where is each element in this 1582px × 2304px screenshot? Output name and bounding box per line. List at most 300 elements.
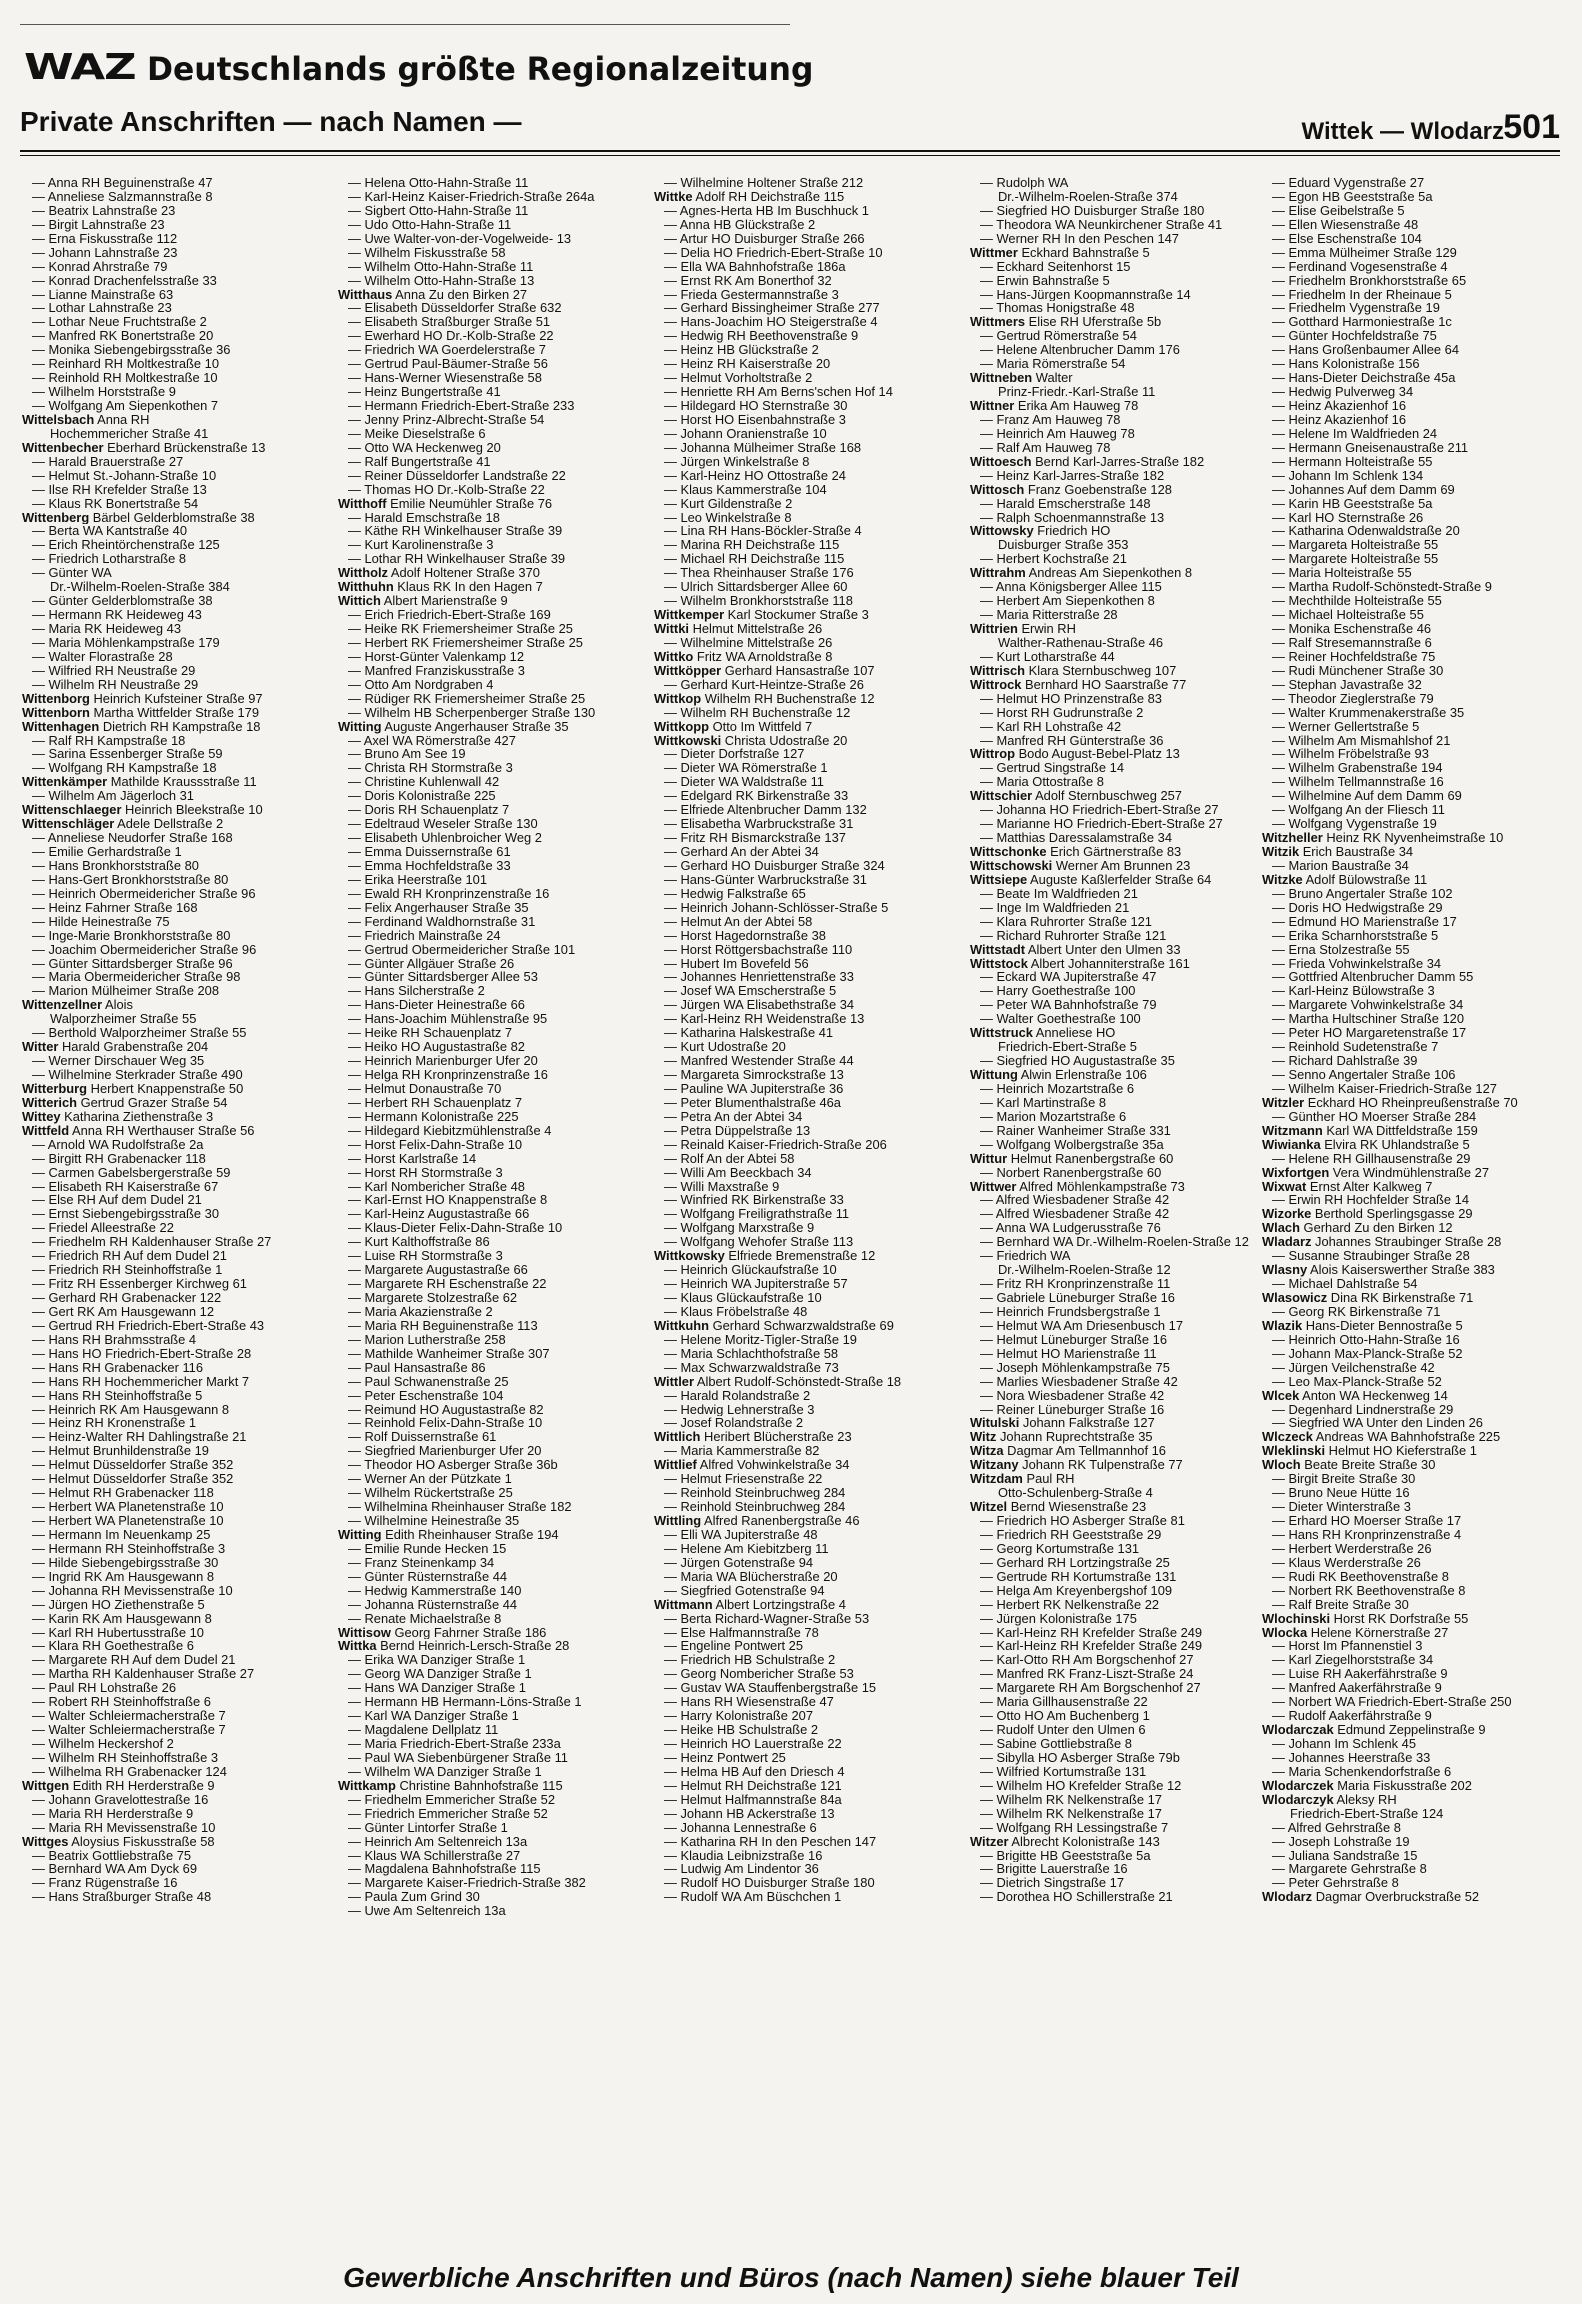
listing-entry: — Harry Goethestraße 100 — [980, 984, 1136, 999]
listing-entry: Wittmers Elise RH Uferstraße 5b — [970, 315, 1162, 330]
listing-entry: — Sabine Gottliebstraße 8 — [980, 1737, 1132, 1751]
listing-entry: — Ludwig Am Lindentor 36 — [664, 1862, 819, 1877]
listing-entry: — Georg WA Danziger Straße 1 — [348, 1667, 532, 1682]
listing-entry: — Heike RK Friemersheimer Straße 25 — [348, 622, 573, 636]
listing-entry: Wittköpper Gerhard Hansastraße 107 — [654, 663, 875, 678]
listing-entry: — Katharina RH In den Peschen 147 — [664, 1834, 877, 1849]
listing-entry: — Agnes-Herta HB Im Buschhuck 1 — [664, 203, 869, 218]
listing-entry: — Jürgen Veilchenstraße 42 — [1272, 1360, 1435, 1375]
column-2 — [338, 176, 636, 1918]
listing-entry: — Werner Gellertstraße 5 — [1272, 719, 1420, 734]
listing-entry: — Wilhelm Otto-Hahn-Straße 11 — [348, 259, 534, 274]
listing-entry: — Wilhelm Am Mismahlshof 21 — [1272, 733, 1451, 748]
listing-entry: — Klaus Werderstraße 26 — [1272, 1555, 1421, 1570]
listing-entry: — Johanna Mülheimer Straße 168 — [664, 440, 862, 455]
listing-entry: — Anna RH Beguinenstraße 47 — [32, 176, 213, 190]
listing-entry: — Erna Stolzestraße 55 — [1272, 942, 1410, 957]
listing-entry: Duisburger Straße 353 — [998, 538, 1129, 553]
listing-entry: Wlodarczak Edmund Zeppelinstraße 9 — [1262, 1723, 1486, 1737]
listing-entry: — Hedwig Lehnerstraße 3 — [664, 1402, 815, 1417]
listing-entry: Wlazik Hans-Dieter Bennostraße 5 — [1262, 1318, 1463, 1333]
listing-entry: Witter Harald Grabenstraße 204 — [22, 1040, 209, 1055]
listing-entry: — Helmut Friesenstraße 22 — [664, 1472, 823, 1487]
listing-entry: Wlczeck Andreas WA Bahnhofstraße 225 — [1262, 1430, 1501, 1445]
footer-note: Gewerbliche Anschriften und Büros (nach Namen) siehe blauer Teil — [343, 2262, 1239, 2293]
listing-entry: Wloch Beate Breite Straße 30 — [1262, 1458, 1436, 1473]
listing-entry: — Joseph Möhlenkampstraße 75 — [980, 1360, 1170, 1375]
listing-entry: Witting Auguste Angerhauser Straße 35 — [338, 719, 569, 734]
listing-entry: — Heike HB Schulstraße 2 — [664, 1723, 819, 1737]
listing-entry: — Bernhard WA Dr.-Wilhelm-Roelen-Straße 12 — [980, 1235, 1249, 1250]
listing-entry: — Eduard Vygenstraße 27 — [1272, 176, 1425, 190]
listing-entry: Wittoesch Bernd Karl-Jarres-Straße 182 — [970, 454, 1205, 469]
listing-entry: — Wilhelm RH Buchenstraße 12 — [664, 705, 851, 720]
listing-entry: — Gertrude RH Kortumstraße 131 — [980, 1569, 1177, 1584]
listing-entry: — Dieter Winterstraße 3 — [1272, 1500, 1411, 1514]
listing-entry: — Elisabeth Düsseldorfer Straße 632 — [348, 301, 562, 316]
listing-entry: — Uwe Walter-von-der-Vogelweide- 13 — [348, 231, 572, 246]
listing-entry: — Horst Hagedornstraße 38 — [664, 928, 826, 943]
listing-entry: — Wolfgang Wehofer Straße 113 — [664, 1235, 854, 1250]
listing-entry: Wittstadt Albert Unter den Ulmen 33 — [970, 942, 1181, 957]
listing-entry: — Hans-Joachim HO Steigerstraße 4 — [664, 315, 878, 330]
listing-entry: — Friedhelm RH Kaldenhauser Straße 27 — [32, 1235, 272, 1250]
listing-entry: — Marion Lutherstraße 258 — [348, 1332, 506, 1347]
column-1 — [22, 176, 320, 1904]
listing-entry: — Dieter WA Römerstraße 1 — [664, 761, 828, 776]
listing-entry: Wittenhagen Dietrich RH Kampstraße 18 — [22, 719, 261, 734]
listing-entry: — Fritz RH Bismarckstraße 137 — [664, 831, 846, 845]
listing-entry: — Hans RH Steinhoffstraße 5 — [32, 1388, 203, 1403]
listing-entry: — Horst Karlstraße 14 — [348, 1151, 477, 1166]
listing-entry: Wittholz Adolf Holtener Straße 370 — [338, 566, 540, 581]
listing-entry: — Reiner Hochfeldstraße 75 — [1272, 649, 1436, 664]
listing-entry: — Marion Mülheimer Straße 208 — [32, 984, 219, 999]
listing-entry: — Edelgard RK Birkenstraße 33 — [664, 789, 849, 804]
listing-entry: — Maria WA Blücherstraße 20 — [664, 1569, 838, 1584]
listing-entry: — Heinz-Walter RH Dahlingstraße 21 — [32, 1430, 247, 1445]
listing-entry: — Johann HB Ackerstraße 13 — [664, 1806, 835, 1821]
listing-entry: — Herbert RH Schauenplatz 7 — [348, 1095, 523, 1110]
listing-entry: — Alfred Gehrstraße 8 — [1272, 1820, 1401, 1835]
listing-entry: Wixfortgen Vera Windmühlenstraße 27 — [1262, 1165, 1489, 1180]
listing-entry: — Erwin Bahnstraße 5 — [980, 273, 1110, 288]
listing-entry: — Herbert Werderstraße 26 — [1272, 1541, 1432, 1556]
listing-entry: Wittrahm Andreas Am Siepenkothen 8 — [970, 566, 1193, 581]
listing-entry: — Friedrich HB Schulstraße 2 — [664, 1653, 836, 1668]
listing-entry: — Heinrich RK Am Hausgewann 8 — [32, 1402, 230, 1417]
listing-entry: — Emma Duissernstraße 61 — [348, 845, 511, 859]
listing-entry: — Hilde Siebengebirgsstraße 30 — [32, 1555, 219, 1570]
listing-entry: — Harald Emscherstraße 148 — [980, 496, 1151, 511]
listing-entry: — Petra Düppelstraße 13 — [664, 1123, 811, 1138]
listing-entry: — Marina RH Deichstraße 115 — [664, 538, 840, 553]
listing-entry: Dr.-Wilhelm-Roelen-Straße 374 — [998, 189, 1178, 204]
listing-entry: Friedrich-Ebert-Straße 5 — [998, 1040, 1137, 1055]
listing-entry: Wittner Erika Am Hauweg 78 — [970, 399, 1139, 413]
listing-entry: — Wilhelmine Sterkrader Straße 490 — [32, 1068, 243, 1082]
listing-entry: Friedrich-Ebert-Straße 124 — [1290, 1806, 1444, 1821]
listing-entry: — Bernhard WA Am Dyck 69 — [32, 1862, 198, 1877]
listing-entry: — Birgit Breite Straße 30 — [1272, 1472, 1416, 1487]
listing-entry: Witulski Johann Falkstraße 127 — [970, 1416, 1155, 1431]
listing-entry: — Günther HO Moerser Straße 284 — [1272, 1109, 1477, 1124]
listing-entry: — Ralf Bungertstraße 41 — [348, 454, 491, 469]
listing-entry: — Maria Kammerstraße 82 — [664, 1444, 820, 1459]
listing-entry: — Sigbert Otto-Hahn-Straße 11 — [348, 203, 529, 218]
listing-entry: — Maria Holteistraße 55 — [1272, 566, 1412, 581]
listing-entry: — Karl-Heinz Kaiser-Friedrich-Straße 264a — [348, 189, 595, 204]
listing-entry: — Hedwig Falkstraße 65 — [664, 886, 806, 901]
listing-entry: — Hans RH Brahmsstraße 4 — [32, 1332, 197, 1347]
listing-entry: — Hans-Jürgen Koopmannstraße 14 — [980, 287, 1191, 302]
listing-entry: Wittstruck Anneliese HO — [970, 1026, 1116, 1041]
listing-entry: Wlocka Helene Körnerstraße 27 — [1262, 1625, 1449, 1640]
listing-entry: — Herbert WA Planetenstraße 10 — [32, 1500, 224, 1514]
listing-entry: — Wolfgang Marxstraße 9 — [664, 1221, 815, 1236]
listing-entry: Witthuhn Klaus RK In den Hagen 7 — [338, 580, 543, 595]
listing-entry: — Reinhold RH Moltkestraße 10 — [32, 371, 218, 386]
listing-entry: — Emma Hochfeldstraße 33 — [348, 858, 511, 873]
listing-entry: — Hans-Joachim Mühlenstraße 95 — [348, 1012, 548, 1027]
listing-entry: — Friedrich HO Asberger Straße 81 — [980, 1514, 1185, 1528]
listing-entry: — Wilhelm Kaiser-Friedrich-Straße 127 — [1272, 1081, 1497, 1096]
listing-entry: Witzdam Paul RH — [970, 1472, 1075, 1487]
listing-entry: Wittki Helmut Mittelstraße 26 — [654, 622, 823, 636]
listing-entry: — Brigitte Lauerstraße 16 — [980, 1862, 1128, 1877]
listing-entry: — Klara Ruhrorter Straße 121 — [980, 914, 1152, 929]
listing-entry: Wittko Fritz WA Arnoldstraße 8 — [654, 649, 833, 664]
listing-entry: — Friedrich Emmericher Straße 52 — [348, 1806, 548, 1821]
listing-entry: — Hans RH Kronprinzenstraße 4 — [1272, 1527, 1462, 1542]
listing-entry: Wittrock Bernhard HO Saarstraße 77 — [970, 677, 1187, 692]
listing-entry: — Robert RH Steinhoffstraße 6 — [32, 1695, 211, 1710]
listing-entry: — Inge-Marie Bronkhorststraße 80 — [32, 928, 231, 943]
listing-entry: — Gottfried Altenbrucher Damm 55 — [1272, 970, 1474, 985]
listing-entry: — Rudolph WA — [980, 176, 1069, 190]
listing-entry: — Helmut Brunhildenstraße 19 — [32, 1444, 209, 1459]
listing-entry: — Paul Schwanenstraße 25 — [348, 1374, 509, 1389]
listing-entry: — Petra An der Abtei 34 — [664, 1109, 803, 1124]
listing-entry: Wittke Adolf RH Deichstraße 115 — [654, 189, 845, 204]
listing-entry: — Martha Rudolf-Schönstedt-Straße 9 — [1272, 580, 1492, 595]
listing-entry: — Gert RK Am Hausgewann 12 — [32, 1304, 214, 1319]
listing-entry: Witterich Gertrud Grazer Straße 54 — [22, 1095, 228, 1110]
listing-entry: — Hans RH Wiesenstraße 47 — [664, 1695, 834, 1710]
listing-entry: — Klaudia Leibnizstraße 16 — [664, 1848, 823, 1863]
listing-entry: — Friedhelm Vygenstraße 19 — [1272, 301, 1440, 316]
listing-entry: — Siegfried Marienburger Ufer 20 — [348, 1444, 542, 1459]
listing-entry: — Ella WA Bahnhofstraße 186a — [664, 259, 846, 274]
listing-entry: — Susanne Straubinger Straße 28 — [1272, 1249, 1470, 1264]
listing-entry: Wiwianka Elvira RK Uhlandstraße 5 — [1262, 1137, 1470, 1152]
listing-entry: — Hans-Günter Warbruckstraße 31 — [664, 872, 867, 887]
listing-entry: — Erhard HO Moerser Straße 17 — [1272, 1514, 1462, 1528]
listing-entry: — Elisabeth Straßburger Straße 51 — [348, 315, 551, 330]
listing-entry: — Helmut Düsseldorfer Straße 352 — [32, 1458, 234, 1473]
listing-entry: — Walter Schleiermacherstraße 7 — [32, 1709, 226, 1724]
listing-entry: — Erika WA Danziger Straße 1 — [348, 1653, 526, 1668]
listing-entry: — Reinhold Sudetenstraße 7 — [1272, 1040, 1439, 1055]
listing-entry: — Maria Ritterstraße 28 — [980, 608, 1118, 622]
listing-entry: — Hans-Werner Wiesenstraße 58 — [348, 371, 542, 386]
listing-entry: — Helene Moritz-Tigler-Straße 19 — [664, 1332, 857, 1347]
listing-entry: — Norbert Ranenbergstraße 60 — [980, 1165, 1162, 1180]
listing-entry: — Harry Kolonistraße 207 — [664, 1709, 814, 1724]
listing-entry: — Franz Am Hauweg 78 — [980, 412, 1121, 427]
listing-entry: — Karl WA Danziger Straße 1 — [348, 1709, 519, 1724]
listing-entry: — Engeline Pontwert 25 — [664, 1639, 804, 1654]
listing-entry: — Margarete RH Am Borgschenhof 27 — [980, 1681, 1201, 1696]
listing-entry: — Wilhelm Tellmannstraße 16 — [1272, 775, 1444, 790]
listing-entry: Witzel Bernd Wiesenstraße 23 — [970, 1500, 1147, 1514]
listing-entry: — Hedwig Kammerstraße 140 — [348, 1583, 522, 1598]
listing-entry: — Luise RH Aakerfährstraße 9 — [1272, 1667, 1448, 1682]
listing-entry: — Anneliese Neudorfer Straße 168 — [32, 831, 233, 845]
listing-entry: Wlodarczek Maria Fiskusstraße 202 — [1262, 1778, 1472, 1793]
listing-entry: Witthaus Anna Zu den Birken 27 — [338, 287, 528, 302]
listing-entry: — Herbert Am Siepenkothen 8 — [980, 594, 1155, 609]
listing-entry: — Peter Gehrstraße 8 — [1272, 1876, 1399, 1891]
listing-entry: Wittlief Alfred Vohwinkelstraße 34 — [654, 1458, 850, 1473]
listing-entry: — Sibylla HO Asberger Straße 79b — [980, 1750, 1180, 1765]
listing-entry: — Margarete Stolzestraße 62 — [348, 1291, 518, 1305]
listing-entry: — Margarete Augustastraße 66 — [348, 1263, 528, 1278]
listing-entry: — Maria Akazienstraße 2 — [348, 1304, 493, 1319]
listing-entry: — Käthe RH Winkelhauser Straße 39 — [348, 524, 563, 539]
listing-entry: — Hermann RH Steinhoffstraße 3 — [32, 1541, 226, 1556]
listing-entry: — Hedwig RH Beethovenstraße 9 — [664, 329, 859, 344]
listing-entry: — Kurt Udostraße 20 — [664, 1040, 786, 1055]
listing-entry: — Wilhelm Heckershof 2 — [32, 1737, 174, 1751]
section-title: Private Anschriften — nach Namen — — [20, 106, 522, 137]
listing-entry: — Helmut An der Abtei 58 — [664, 914, 813, 929]
listing-entry: — Maria Möhlenkampstraße 179 — [32, 635, 220, 650]
listing-entry: — Helene Im Waldfrieden 24 — [1272, 426, 1438, 441]
listing-entry: — Thomas HO Dr.-Kolb-Straße 22 — [348, 482, 545, 497]
listing-entry: — Klaus Fröbelstraße 48 — [664, 1304, 808, 1319]
listing-entry: Wittschier Adolf Sternbuschweg 257 — [970, 789, 1182, 804]
listing-entry: — Gertrud RH Friedrich-Ebert-Straße 43 — [32, 1318, 265, 1333]
listing-entry: — Johanna RH Mevissenstraße 10 — [32, 1583, 233, 1598]
top-rule — [20, 24, 790, 25]
listing-entry: — Birgitt RH Grabenacker 118 — [32, 1151, 206, 1166]
listing-entry: — Christa RH Stormstraße 3 — [348, 761, 513, 776]
listing-entry: — Reiner Düsseldorfer Landstraße 22 — [348, 468, 566, 483]
listing-entry: — Marion Baustraße 34 — [1272, 858, 1409, 873]
listing-entry: — Marion Mozartstraße 6 — [980, 1109, 1127, 1124]
listing-entry: — Manfred Franziskusstraße 3 — [348, 663, 525, 678]
listing-entry: — Gerhard RH Grabenacker 122 — [32, 1291, 222, 1305]
listing-entry: Wittung Alwin Erlenstraße 106 — [970, 1068, 1147, 1082]
listing-entry: — Friedrich RH Steinhoffstraße 1 — [32, 1263, 223, 1278]
listing-entry: — Gustav WA Stauffenbergstraße 15 — [664, 1681, 877, 1696]
listing-entry: — Wilhelmina Rheinhauser Straße 182 — [348, 1500, 572, 1514]
listing-entry: Wixwat Ernst Alter Kalkweg 7 — [1262, 1179, 1433, 1194]
listing-entry: — Peter HO Margaretenstraße 17 — [1272, 1026, 1467, 1041]
listing-entry: — Margarete RH Eschenstraße 22 — [348, 1277, 547, 1291]
listing-entry: — Lianne Mainstraße 63 — [32, 287, 174, 302]
listing-entry: — Hedwig Pulverweg 34 — [1272, 385, 1414, 399]
listing-entry: — Heinrich Otto-Hahn-Straße 16 — [1272, 1332, 1460, 1347]
listing-entry: Wlodarczyk Aleksy RH — [1262, 1792, 1397, 1807]
listing-entry: — Margarete RH Auf dem Dudel 21 — [32, 1653, 236, 1668]
listing-entry: — Wolfgang Freiligrathstraße 11 — [664, 1207, 850, 1222]
listing-entry: Witzke Adolf Bülowstraße 11 — [1262, 872, 1428, 887]
listing-entry: — Hans-Dieter Heinestraße 66 — [348, 998, 525, 1013]
listing-entry: Wittkowski Christa Udostraße 20 — [654, 733, 848, 748]
listing-entry: — Jürgen Kolonistraße 175 — [980, 1611, 1137, 1626]
listing-entry: — Georg Kortumstraße 131 — [980, 1541, 1140, 1556]
listing-entry: — Stephan Javastraße 32 — [1272, 677, 1422, 692]
listing-entry: — Hermann Holteistraße 55 — [1272, 454, 1433, 469]
listing-entry: Walporzheimer Straße 55 — [50, 1012, 197, 1027]
listing-entry: — Monika Eschenstraße 46 — [1272, 622, 1432, 636]
listing-entry: — Helmut RH Grabenacker 118 — [32, 1486, 214, 1501]
listing-entry: — Johann Gravelottestraße 16 — [32, 1792, 209, 1807]
listing-entry: — Ulrich Sittardsberger Allee 60 — [664, 580, 848, 595]
listing-entry: — Ellen Wiesenstraße 48 — [1272, 217, 1419, 232]
listing-entry: Wittges Aloysius Fiskusstraße 58 — [22, 1834, 215, 1849]
listing-entry: — Siegfried HO Duisburger Straße 180 — [980, 203, 1205, 218]
listing-entry: — Delia HO Friedrich-Ebert-Straße 10 — [664, 245, 883, 260]
listing-entry: — Sarina Essenberger Straße 59 — [32, 747, 223, 762]
listing-entry: — Pauline WA Jupiterstraße 36 — [664, 1081, 844, 1096]
listing-entry: — Lothar Neue Fruchtstraße 2 — [32, 315, 207, 330]
listing-entry: — Lina RH Hans-Böckler-Straße 4 — [664, 524, 862, 539]
listing-entry: — Bruno Neue Hütte 16 — [1272, 1486, 1410, 1501]
listing-entry: — Eckhard Seitenhorst 15 — [980, 259, 1131, 274]
listing-entry: — Reinhard RH Moltkestraße 10 — [32, 357, 219, 372]
listing-entry: — Wilhelm WA Danziger Straße 1 — [348, 1764, 542, 1779]
listing-entry: — Georg RK Birkenstraße 71 — [1272, 1304, 1441, 1319]
listing-entry: Wittich Albert Marienstraße 9 — [338, 594, 508, 609]
listing-entry: — Heinz HB Glückstraße 2 — [664, 343, 819, 358]
listing-entry: — Wilhelmine Holtener Straße 212 — [664, 176, 864, 190]
listing-entry: — Heinrich Frundsbergstraße 1 — [980, 1304, 1161, 1319]
listing-entry: — Jenny Prinz-Albrecht-Straße 54 — [348, 412, 545, 427]
listing-entry: — Helene RH Gillhausenstraße 29 — [1272, 1151, 1471, 1166]
listing-entry: — Alfred Wiesbadener Straße 42 — [980, 1207, 1170, 1222]
listing-entry: — Harald Rolandstraße 2 — [664, 1388, 811, 1403]
listing-entry: — Gerhard An der Abtei 34 — [664, 845, 819, 859]
listing-entry: — Ewald RH Kronprinzenstraße 16 — [348, 886, 550, 901]
listing-entry: — Johanna Lennestraße 6 — [664, 1820, 817, 1835]
listing-entry: — Siegfried Gotenstraße 94 — [664, 1583, 825, 1598]
listing-entry: — Margarete Gehrstraße 8 — [1272, 1862, 1427, 1877]
listing-entry: — Heinz Pontwert 25 — [664, 1750, 786, 1765]
listing-entry: Witthoff Emilie Neumühler Straße 76 — [338, 496, 553, 511]
listing-entry: — Paul RH Lohstraße 26 — [32, 1681, 177, 1696]
listing-entry: — Heiko HO Augustastraße 82 — [348, 1040, 525, 1055]
listing-entry: — Wilhelm RK Nelkenstraße 17 — [980, 1806, 1162, 1821]
listing-entry: — Siegfried HO Augustastraße 35 — [980, 1054, 1175, 1068]
listing-entry: — Marianne HO Friedrich-Ebert-Straße 27 — [980, 817, 1223, 832]
listing-entry: — Heinrich Marienburger Ufer 20 — [348, 1054, 538, 1068]
listing-entry: Dr.-Wilhelm-Roelen-Straße 12 — [998, 1263, 1171, 1278]
listing-entry: — Helmut St.-Johann-Straße 10 — [32, 468, 217, 483]
listing-entry: — Alfred Wiesbadener Straße 42 — [980, 1193, 1170, 1208]
listing-entry: Wittenkämper Mathilde Kraussstraße 11 — [22, 775, 257, 790]
listing-entry: Wittneben Walter — [970, 371, 1073, 386]
listing-entry: — Helene Altenbrucher Damm 176 — [980, 343, 1180, 358]
listing-entry: — Karl RH Hubertusstraße 10 — [32, 1625, 204, 1640]
listing-entry: — Erich Rheintörchenstraße 125 — [32, 538, 220, 553]
listing-entry: — Friedel Alleestraße 22 — [32, 1221, 174, 1236]
listing-entry: — Wolfgang Am Siepenkothen 7 — [32, 399, 219, 413]
listing-entry: Wittrien Erwin RH — [970, 622, 1076, 636]
listing-entry: — Helmut Düsseldorfer Straße 352 — [32, 1472, 234, 1487]
listing-columns — [22, 176, 1562, 2251]
listing-entry: — Kurt Gildenstraße 2 — [664, 496, 793, 511]
listing-entry: — Erika Heerstraße 101 — [348, 872, 487, 887]
listing-entry: — Ilse RH Krefelder Straße 13 — [32, 482, 207, 497]
listing-entry: — Klaus Kammerstraße 104 — [664, 482, 827, 497]
column-5 — [1262, 176, 1560, 1904]
listing-entry: Wizorke Berthold Sperlingsgasse 29 — [1262, 1207, 1473, 1222]
listing-entry: — Karl-Heinz RH Krefelder Straße 249 — [980, 1625, 1203, 1640]
listing-entry: — Reinhold Felix-Dahn-Straße 10 — [348, 1416, 543, 1431]
listing-entry: — Friedrich Lotharstraße 8 — [32, 552, 187, 567]
listing-entry: Wittur Helmut Ranenbergstraße 60 — [970, 1151, 1174, 1166]
listing-entry: — Helma HB Auf den Driesch 4 — [664, 1764, 845, 1779]
listing-entry: — Ernst Siebengebirgsstraße 30 — [32, 1207, 220, 1222]
listing-entry: — Hilde Heinestraße 75 — [32, 914, 170, 929]
listing-entry: — Johann Im Schlenk 134 — [1272, 468, 1424, 483]
listing-entry: — Horst Felix-Dahn-Straße 10 — [348, 1137, 523, 1152]
listing-entry: — Johanna Rüsternstraße 44 — [348, 1597, 518, 1612]
listing-entry: Wittenschlaeger Heinrich Bleekstraße 10 — [22, 803, 263, 818]
listing-entry: — Wolfgang RH Kampstraße 18 — [32, 761, 217, 776]
listing-entry: Wittlich Heribert Blücherstraße 23 — [654, 1430, 852, 1445]
listing-entry: — Carmen Gabelsbergerstraße 59 — [32, 1165, 231, 1180]
listing-entry: — Else RH Auf dem Dudel 21 — [32, 1193, 202, 1208]
listing-entry: — Martha Hultschiner Straße 120 — [1272, 1012, 1465, 1027]
listing-entry: — Leo Winkelstraße 8 — [664, 510, 792, 525]
listing-entry: — Wolfgang Wolbergstraße 35a — [980, 1137, 1164, 1152]
listing-entry: — Egon HB Geeststraße 5a — [1272, 189, 1433, 204]
masthead-tagline: Deutschlands größte Regionalzeitung — [147, 50, 814, 88]
listing-entry: Witzmann Karl WA Dittfeldstraße 159 — [1262, 1123, 1478, 1138]
listing-entry: — Margarete Kaiser-Friedrich-Straße 382 — [348, 1876, 586, 1891]
listing-entry: — Hermann HB Hermann-Löns-Straße 1 — [348, 1695, 582, 1710]
listing-entry: Wittenzellner Alois — [22, 998, 133, 1013]
listing-entry: — Günter Rüsternstraße 44 — [348, 1569, 508, 1584]
listing-entry: — Gerhard HO Duisburger Straße 324 — [664, 858, 885, 873]
listing-entry: — Peter Blumenthalstraße 46a — [664, 1095, 841, 1110]
listing-entry: — Hubert Im Bovefeld 56 — [664, 956, 809, 971]
listing-entry: — Meike Dieselstraße 6 — [348, 426, 486, 441]
listing-entry: — Günter Lintorfer Straße 1 — [348, 1820, 508, 1835]
listing-entry: — Rudolf HO Duisburger Straße 180 — [664, 1876, 875, 1891]
listing-entry: — Reinhold Steinbruchweg 284 — [664, 1500, 846, 1514]
listing-entry: — Henriette RH Am Berns'schen Hof 14 — [664, 385, 893, 399]
listing-entry: — Wilhelm Am Jägerloch 31 — [32, 789, 194, 804]
listing-entry: — Hans Kolonistraße 156 — [1272, 357, 1420, 372]
listing-entry: — Hans HO Friedrich-Ebert-Straße 28 — [32, 1346, 252, 1361]
listing-entry: Wittelsbach Anna RH — [22, 412, 150, 427]
listing-entry: — Anna Königsberger Allee 115 — [980, 580, 1162, 595]
listing-entry: — Gerhard RH Lortzingstraße 25 — [980, 1555, 1170, 1570]
listing-entry: — Erwin RH Hochfelder Straße 14 — [1272, 1193, 1470, 1208]
header-rule — [20, 150, 1560, 152]
listing-entry: — Rainer Wanheimer Straße 331 — [980, 1123, 1171, 1138]
listing-entry: — Beate Im Waldfrieden 21 — [980, 886, 1138, 901]
listing-entry: — Rudolf Unter den Ulmen 6 — [980, 1723, 1146, 1737]
listing-entry: — Wolfgang RH Lessingstraße 7 — [980, 1820, 1169, 1835]
listing-entry: — Johann Oranienstraße 10 — [664, 426, 827, 441]
listing-entry: — Helmut WA Am Driesenbusch 17 — [980, 1318, 1183, 1333]
